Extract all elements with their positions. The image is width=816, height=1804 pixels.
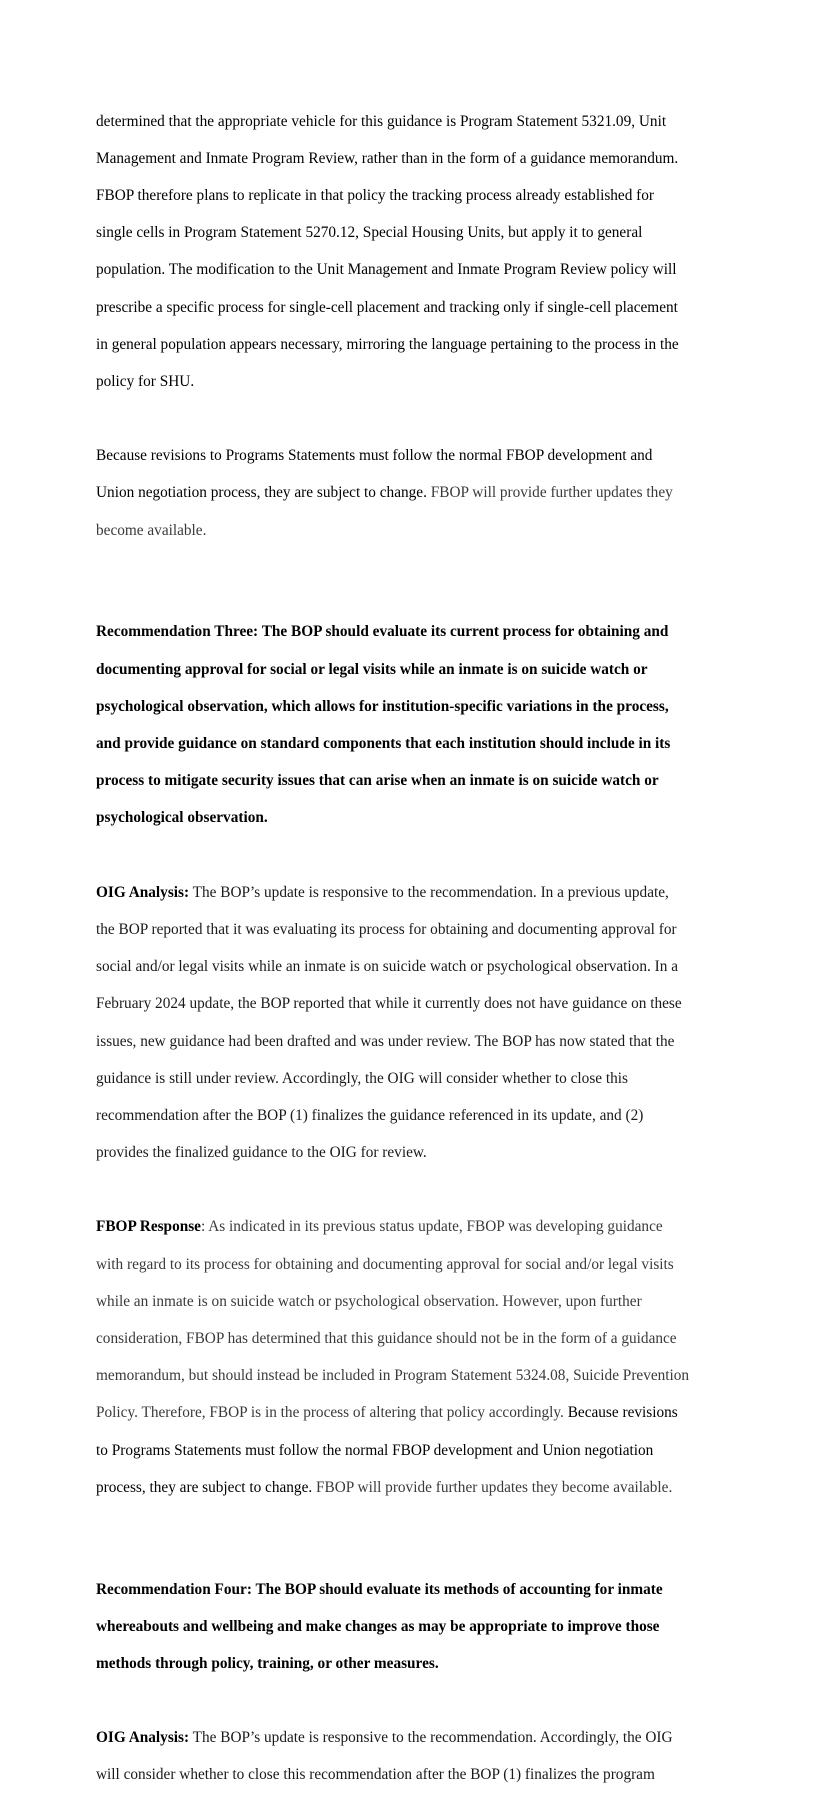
text-line: recommendation after the BOP (1) finalizes the guidance referenced in its update, and (2) [96,1106,644,1124]
document-page [96,94,720,1804]
text-line: social and/or legal visits while an inmate is on suicide watch or psychological observation. In a [96,958,678,976]
text-line: Because revisions to Programs Statements must follow the normal FBOP development and [96,447,653,465]
text-segment-gray: Policy. Therefore, FBOP is in the process of altering that policy accordingly. [96,1404,564,1422]
text-line: Management and Inmate Program Review, rather than in the form of a guidance memorandum. [96,149,679,167]
text-line: while an inmate is on suicide watch or psychological observation. However, upon further [96,1292,642,1310]
fbop-response-label: FBOP Response [96,1218,201,1236]
recommendation-four-heading [96,1562,720,1692]
text-line [96,1479,720,1498]
text-segment-gray: : As indicated in its previous status update, FBOP was developing guidance [200,1218,663,1236]
text-line: guidance is still under review. Accordingly, the OIG will consider whether to close this [96,1069,628,1087]
text-line: population. The modification to the Unit Management and Inmate Program Review policy will [96,261,677,279]
text-line [96,1404,720,1423]
text-line [96,1218,720,1237]
text-line: determined that the appropriate vehicle for this guidance is Program Statement 5321.09, Unit [96,112,667,130]
text-line: policy for SHU. [96,372,195,390]
text-line: methods through policy, training, or other measures. [96,1654,439,1672]
text-line [96,884,720,903]
text-line: the BOP reported that it was evaluating its process for obtaining and documenting approval for [96,920,677,938]
text-line: issues, new guidance had been drafted and was under review. The BOP has now stated that the [96,1032,675,1050]
text-segment: The BOP’s update is responsive to the recommendation. Accordingly, the OIG [189,1729,673,1747]
oig-analysis-label: OIG Analysis: [96,883,190,901]
paragraph-fbop-continuation [96,94,720,410]
oig-analysis-label: OIG Analysis: [96,1729,190,1747]
text-segment: The BOP’s update is responsive to the recommendation. In a previous update, [189,883,669,901]
text-line: psychological observation, which allows for institution-specific variations in the process, [96,697,669,715]
text-line: to Programs Statements must follow the normal FBOP development and Union negotiation [96,1441,654,1459]
text-segment-gray: FBOP will provide further updates they become available. [312,1478,673,1496]
text-line: process to mitigate security issues that can arise when an inmate is on suicide watch or [96,772,659,790]
text-segment: Union negotiation process, they are subject to change. [96,484,427,502]
text-line [96,1729,720,1748]
text-line: in general population appears necessary, mirroring the language pertaining to the process in the [96,335,679,353]
text-line: single cells in Program Statement 5270.12, Special Housing Units, but apply it to general [96,224,643,242]
oig-analysis-four [96,1711,720,1804]
text-line: FBOP therefore plans to replicate in that policy the tracking process already established for [96,186,655,204]
text-line: prescribe a specific process for single-cell placement and tracking only if single-cell placement [96,298,678,316]
text-line: memorandum, but should instead be included in Program Statement 5324.08, Suicide Prevention [96,1367,690,1385]
fbop-response-three [96,1200,720,1516]
text-line: February 2024 update, the BOP reported that while it currently does not have guidance on these [96,995,682,1013]
text-line: Recommendation Three: The BOP should evaluate its current process for obtaining and [96,623,669,641]
text-line: psychological observation. [96,809,268,827]
text-line: with regard to its process for obtaining and documenting approval for social and/or legal visits [96,1255,674,1273]
text-line: documenting approval for social or legal visits while an inmate is on suicide watch or [96,660,648,678]
text-line: Recommendation Four: The BOP should evaluate its methods of accounting for inmate [96,1580,663,1598]
text-line: and provide guidance on standard components that each institution should include in its [96,735,671,752]
text-line: consideration, FBOP has determined that this guidance should not be in the form of a guidance [96,1330,677,1347]
text-segment: Because revisions [563,1404,678,1422]
text-segment: process, they are subject to change. [96,1478,313,1496]
text-segment-gray: FBOP will provide further updates they [426,484,673,502]
text-line: become available. [96,521,207,539]
text-line: will consider whether to close this recommendation after the BOP (1) finalizes the program [96,1766,655,1784]
recommendation-three-heading [96,605,720,847]
text-line [96,484,720,503]
text-line: provides the finalized guidance to the OIG for review. [96,1144,427,1162]
oig-analysis-three [96,865,720,1181]
paragraph-revisions-note [96,429,720,559]
text-line: whereabouts and wellbeing and make changes as may be appropriate to improve those [96,1617,660,1635]
